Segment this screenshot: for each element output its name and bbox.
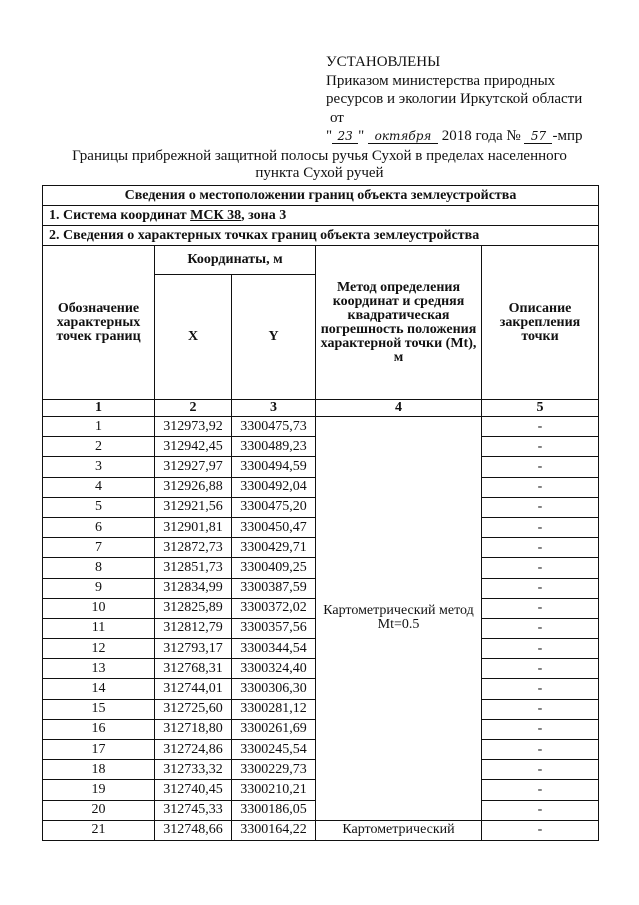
section-coordinate-system — [43, 206, 599, 226]
point-number: 7 — [43, 538, 155, 558]
table-row — [43, 820, 599, 840]
coord-y: 3300387,59 — [232, 578, 316, 598]
coord-x: 312926,88 — [155, 477, 232, 497]
table-row — [43, 417, 599, 437]
coord-y: 3300357,56 — [232, 618, 316, 638]
coord-y: 3300324,40 — [232, 659, 316, 679]
point-number: 4 — [43, 477, 155, 497]
coord-x: 312768,31 — [155, 659, 232, 679]
point-number: 16 — [43, 719, 155, 739]
point-number: 21 — [43, 820, 155, 840]
coord-y: 3300492,04 — [232, 477, 316, 497]
point-number: 20 — [43, 800, 155, 820]
coord-x: 312748,66 — [155, 820, 232, 840]
point-number: 5 — [43, 497, 155, 517]
header-y: Y — [232, 275, 316, 400]
point-number: 6 — [43, 517, 155, 537]
coord-y: 3300475,73 — [232, 417, 316, 437]
coord-x: 312740,45 — [155, 780, 232, 800]
approval-date-line — [326, 127, 582, 146]
coord-x: 312973,92 — [155, 417, 232, 437]
point-number: 17 — [43, 740, 155, 760]
approval-heading: УСТАНОВЛЕНЫ — [326, 54, 441, 70]
coord-x: 312733,32 — [155, 760, 232, 780]
point-description: - — [482, 457, 599, 477]
handwritten-number: 57 — [524, 129, 552, 144]
coord-x: 312745,33 — [155, 800, 232, 820]
section-points: 2. Сведения о характерных точках границ объекта землеустройства — [43, 226, 599, 246]
coord-y: 3300450,47 — [232, 517, 316, 537]
coord-x: 312942,45 — [155, 437, 232, 457]
coord-y: 3300186,05 — [232, 800, 316, 820]
order-suffix: -мпр — [552, 128, 583, 144]
approval-from: от — [330, 109, 344, 126]
point-number: 8 — [43, 558, 155, 578]
year-text: 2018 года № — [441, 128, 521, 144]
coord-y: 3300281,12 — [232, 699, 316, 719]
point-description: - — [482, 820, 599, 840]
point-description: - — [482, 699, 599, 719]
header-method: Метод определения координат и средняя квадратическая погрешность положения характерной точки (Mt), м — [316, 246, 482, 400]
header-point: Обозначение характерных точек границ — [43, 246, 155, 400]
column-number: 2 — [155, 400, 232, 417]
coord-y: 3300245,54 — [232, 740, 316, 760]
coord-x: 312793,17 — [155, 639, 232, 659]
coord-x: 312718,80 — [155, 719, 232, 739]
table-body — [43, 417, 599, 841]
point-description: - — [482, 719, 599, 739]
point-description: - — [482, 558, 599, 578]
coord-y: 3300261,69 — [232, 719, 316, 739]
point-description: - — [482, 538, 599, 558]
point-number: 1 — [43, 417, 155, 437]
coord-x: 312834,99 — [155, 578, 232, 598]
title-line2: пункта Сухой ручей — [255, 165, 384, 181]
approval-order-line2: ресурсов и экологии Иркутской области — [326, 91, 583, 107]
point-description: - — [482, 437, 599, 457]
header-coords: Координаты, м — [155, 246, 316, 275]
coord-x: 312921,56 — [155, 497, 232, 517]
point-number: 13 — [43, 659, 155, 679]
point-description: - — [482, 639, 599, 659]
point-description: - — [482, 740, 599, 760]
point-description: - — [482, 679, 599, 699]
point-number: 14 — [43, 679, 155, 699]
coord-y: 3300372,02 — [232, 598, 316, 618]
coord-y: 3300489,23 — [232, 437, 316, 457]
point-number: 19 — [43, 780, 155, 800]
coord-y: 3300229,73 — [232, 760, 316, 780]
column-number: 5 — [482, 400, 599, 417]
handwritten-month: октября — [368, 129, 438, 144]
point-number: 12 — [43, 639, 155, 659]
approval-order-line1: Приказом министерства природных — [326, 72, 556, 89]
coord-y: 3300475,20 — [232, 497, 316, 517]
point-description: - — [482, 659, 599, 679]
coord-y: 3300429,71 — [232, 538, 316, 558]
coord-x: 312724,86 — [155, 740, 232, 760]
handwritten-day: 23 — [332, 129, 358, 144]
coord-x: 312872,73 — [155, 538, 232, 558]
point-description: - — [482, 417, 599, 437]
column-number: 4 — [316, 400, 482, 417]
point-description: - — [482, 598, 599, 618]
header-description: Описание закрепления точки — [482, 246, 599, 400]
boundary-table — [42, 185, 599, 841]
point-number: 9 — [43, 578, 155, 598]
column-number: 1 — [43, 400, 155, 417]
coord-y: 3300344,54 — [232, 639, 316, 659]
point-description: - — [482, 578, 599, 598]
section-title: Сведения о местоположении границ объекта землеустройства — [43, 186, 599, 206]
coord-y: 3300409,25 — [232, 558, 316, 578]
point-number: 10 — [43, 598, 155, 618]
coord-x: 312725,60 — [155, 699, 232, 719]
document-title — [40, 148, 599, 182]
coord-x: 312851,73 — [155, 558, 232, 578]
point-number: 15 — [43, 699, 155, 719]
quote-close: " — [358, 128, 365, 144]
point-number: 2 — [43, 437, 155, 457]
point-description: - — [482, 800, 599, 820]
approval-block — [326, 53, 582, 146]
coord-x: 312825,89 — [155, 598, 232, 618]
quote-open: " — [326, 128, 333, 144]
section1-suffix: , зона 3 — [241, 207, 287, 223]
section1-crs: МСК 38 — [190, 207, 242, 223]
section1-prefix: 1. Система координат — [49, 207, 191, 223]
coord-y: 3300164,22 — [232, 820, 316, 840]
point-description: - — [482, 780, 599, 800]
point-number: 3 — [43, 457, 155, 477]
point-number: 18 — [43, 760, 155, 780]
coord-x: 312901,81 — [155, 517, 232, 537]
coord-x: 312744,01 — [155, 679, 232, 699]
point-description: - — [482, 497, 599, 517]
point-description: - — [482, 618, 599, 638]
coord-y: 3300306,30 — [232, 679, 316, 699]
point-description: - — [482, 760, 599, 780]
coord-y: 3300210,21 — [232, 780, 316, 800]
method-cell: Картометрический метод Mt=0.5 — [316, 417, 482, 821]
point-number: 11 — [43, 618, 155, 638]
header-x: X — [155, 275, 232, 400]
coord-y: 3300494,59 — [232, 457, 316, 477]
point-description: - — [482, 517, 599, 537]
coord-x: 312812,79 — [155, 618, 232, 638]
column-number: 3 — [232, 400, 316, 417]
coord-x: 312927,97 — [155, 457, 232, 477]
method-cell: Картометрический — [316, 820, 482, 840]
title-line1: Границы прибрежной защитной полосы ручья Сухой в пределах населенного — [72, 148, 567, 164]
point-description: - — [482, 477, 599, 497]
